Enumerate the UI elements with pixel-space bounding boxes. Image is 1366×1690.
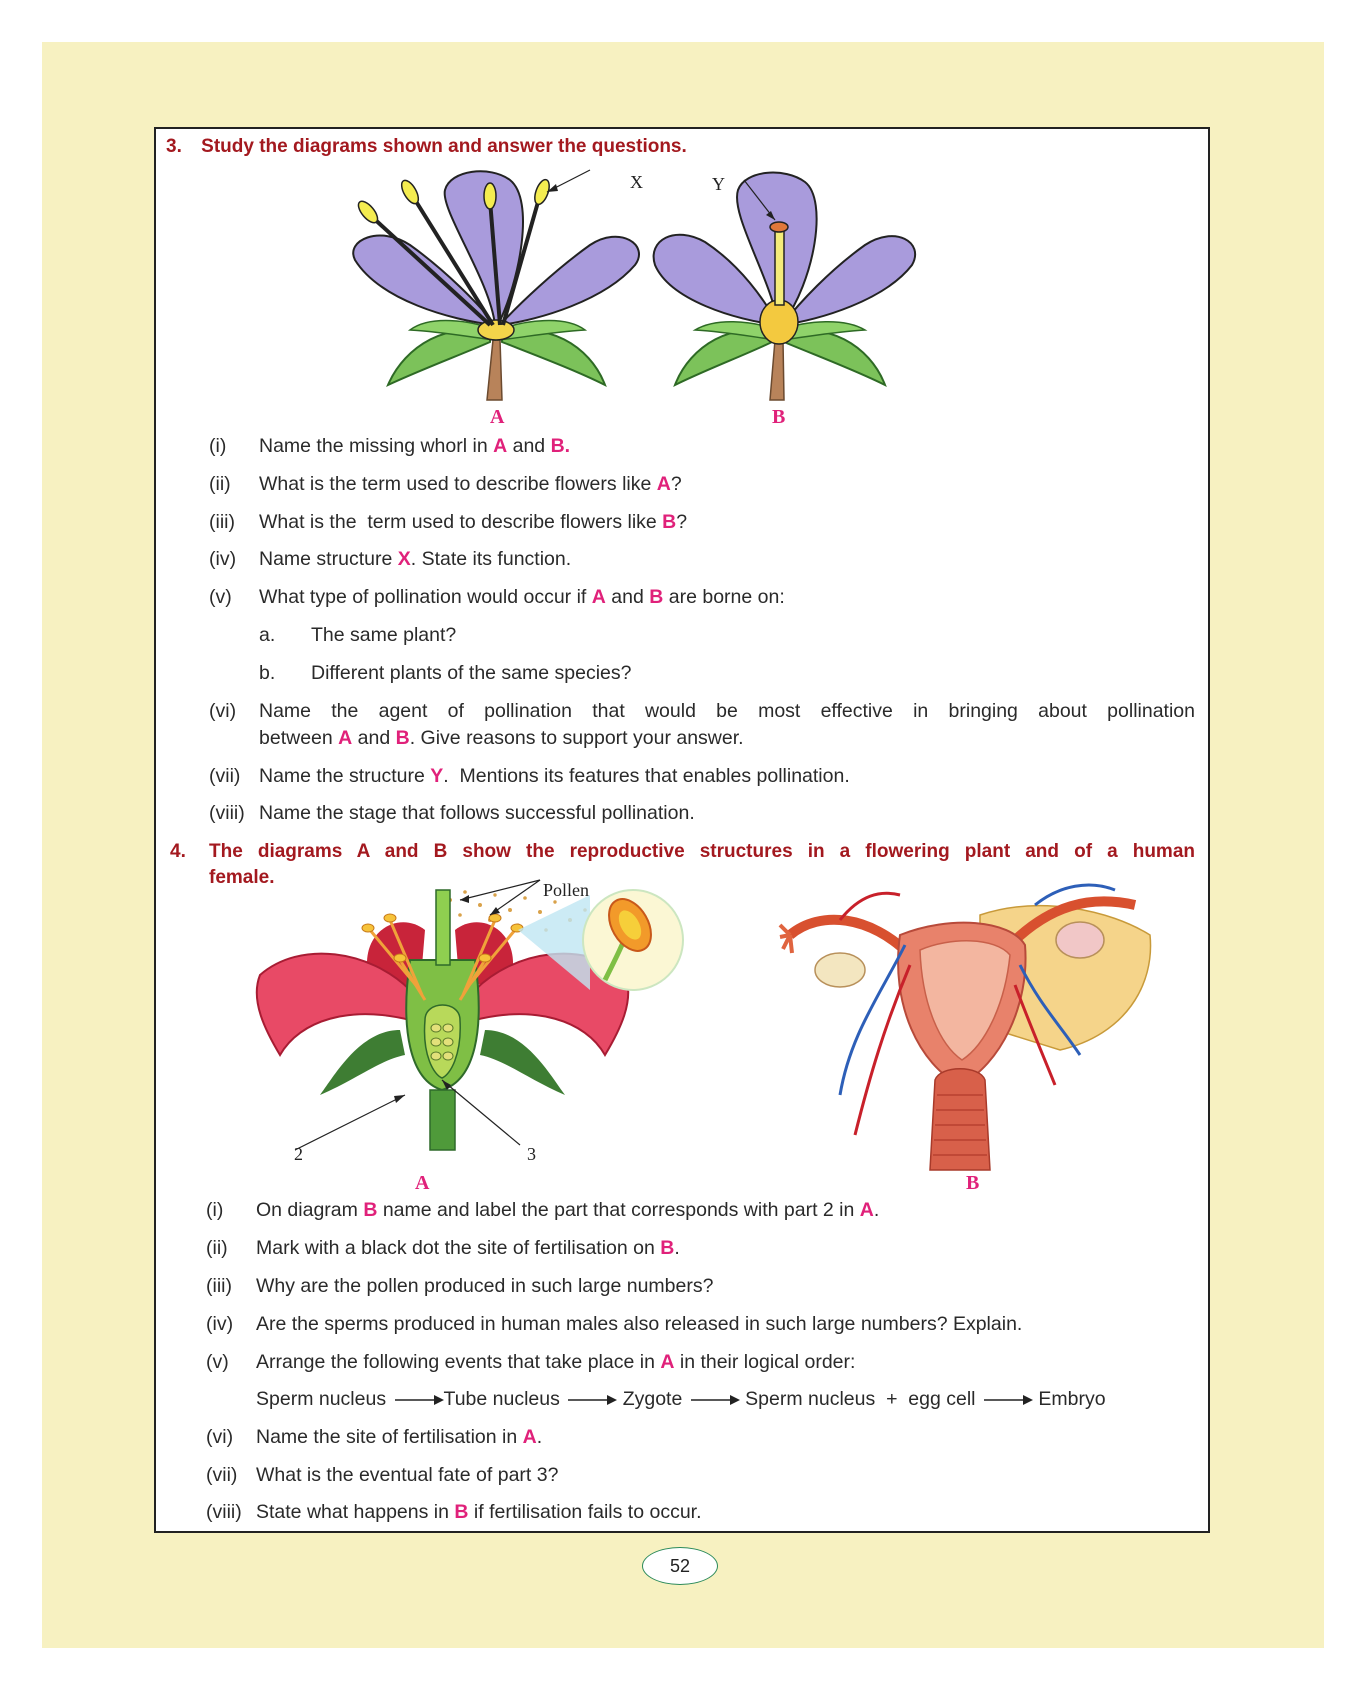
q3-caption-b: B (772, 406, 786, 428)
arrow-right-icon (981, 1394, 1033, 1406)
page-number: 52 (642, 1547, 718, 1585)
label-y: Y (712, 174, 725, 194)
flower-diagram-a (350, 170, 650, 410)
arrow-right-icon (688, 1394, 740, 1406)
q4-number: 4. (170, 841, 186, 862)
arrow-right-icon (392, 1394, 444, 1406)
q4-heading-line1: The diagrams A and B show the reproductive structures in a flowering plant and of a human (209, 841, 1195, 862)
q3-heading (166, 136, 687, 158)
seq-step-2: Tube nucleus (443, 1388, 560, 1410)
human-female-reproductive-diagram-b (780, 875, 1160, 1170)
q3-caption-a: A (490, 406, 505, 428)
q4-heading-line2: female. (209, 867, 275, 888)
q3-number: 3. (166, 136, 182, 157)
label-part-3: 3 (527, 1144, 536, 1164)
q4-caption-a: A (415, 1172, 430, 1194)
seq-step-5: Embryo (1038, 1388, 1106, 1410)
q3-heading-text: Study the diagrams shown and answer the questions. (201, 136, 687, 157)
label-x: X (630, 172, 643, 192)
q3-item-vi-line1: Name the agent of pollination that would be most effective in bringing about pollination (259, 700, 1195, 722)
label-pollen: Pollen (543, 880, 590, 900)
flower-diagram-b (650, 170, 930, 410)
q4-sequence (256, 1388, 1106, 1411)
seq-step-3: Zygote (622, 1388, 683, 1410)
arrow-right-icon (565, 1394, 617, 1406)
plant-reproductive-diagram-a (250, 880, 690, 1170)
seq-step-4: Sperm nucleus + egg cell (745, 1388, 976, 1410)
q4-caption-b: B (966, 1172, 980, 1194)
seq-step-1: Sperm nucleus (256, 1388, 387, 1410)
q3-item-vi-line2: between A and B. Give reasons to support your answer. (259, 727, 744, 749)
label-part-2: 2 (294, 1144, 303, 1164)
